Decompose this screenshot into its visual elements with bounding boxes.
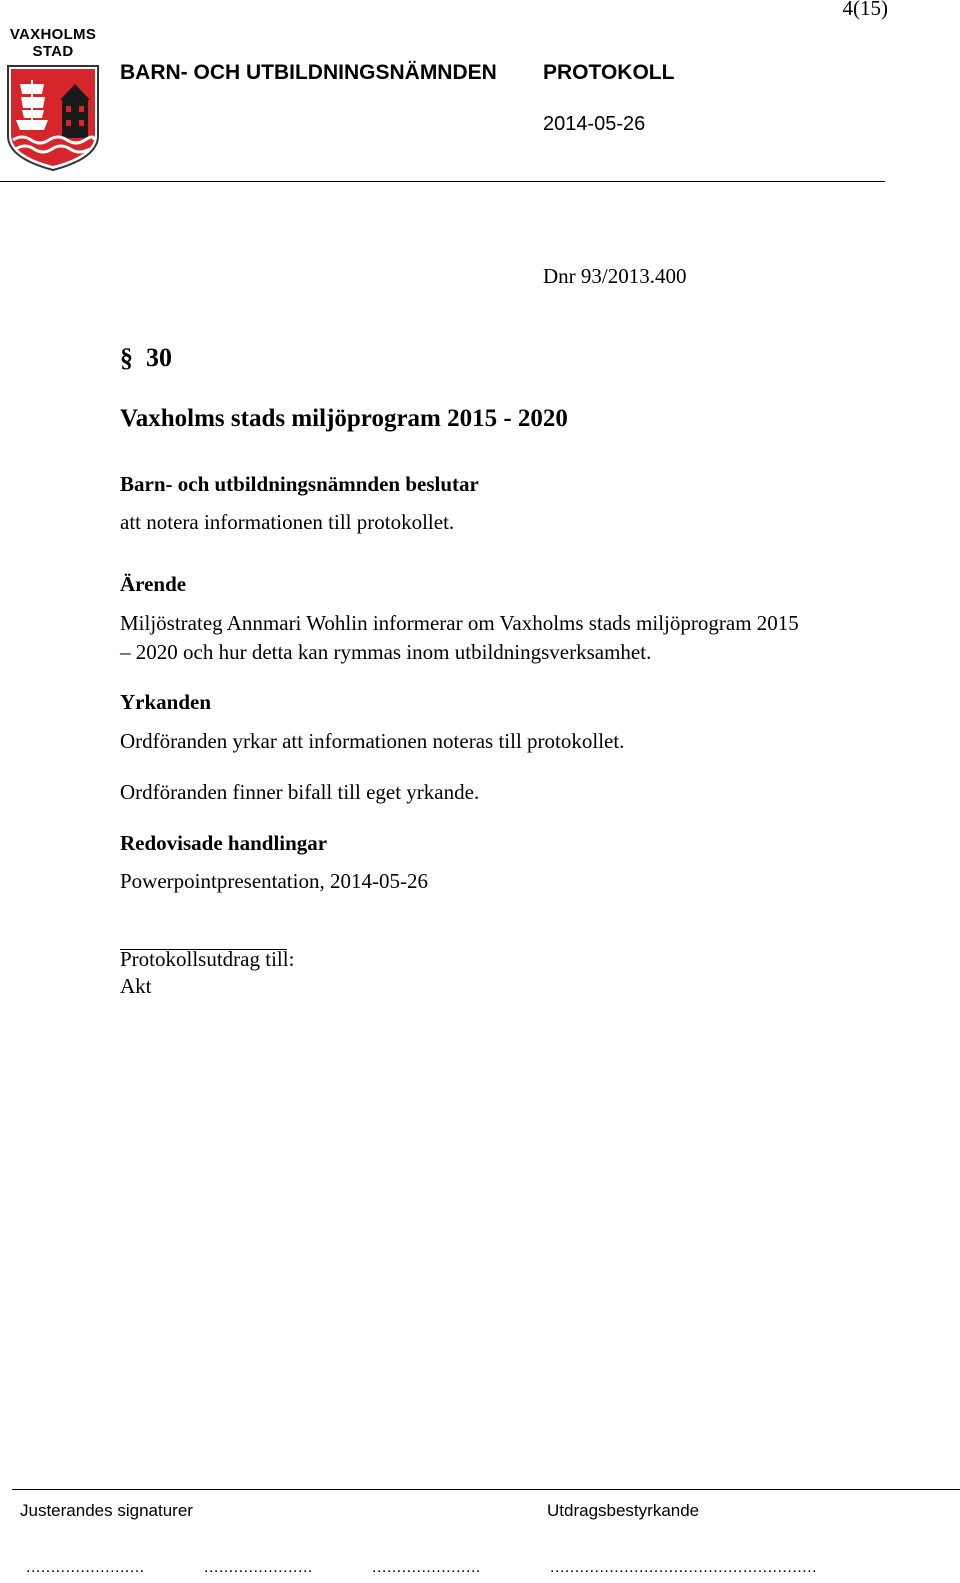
signature-dots-1: ........................ [26,1559,145,1576]
header-divider [0,181,885,182]
yrkanden-text-1: Ordföranden yrkar att informationen noteras till protokollet. [120,729,625,753]
justerandes-signaturer-label: Justerandes signaturer [20,1501,193,1520]
utdragsbestyrkande-label: Utdragsbestyrkande [547,1501,700,1520]
document-type: PROTOKOLL [543,61,675,84]
logo-text-line1: VAXHOLMS [9,26,97,43]
page-number: 4(15) [842,0,888,20]
yrkanden-text-2: Ordföranden finner bifall till eget yrkande. [120,780,480,804]
protokollsutdrag-label: Protokollsutdrag till: [120,947,295,971]
signature-dots-3: ...................... [372,1559,481,1576]
protokollsutdrag-recipient: Akt [120,974,152,998]
arende-heading: Ärende [120,572,187,596]
arende-text-line2: – 2020 och hur detta kan rymmas inom utbildningsverksamhet. [120,640,652,664]
yrkanden-heading: Yrkanden [120,690,212,714]
signature-dots-2: ...................... [204,1559,313,1576]
decision-heading: Barn- och utbildningsnämnden beslutar [120,472,479,496]
signature-dots-4: ...................................................... [550,1559,818,1576]
vaxholm-coat-of-arms-logo [4,28,102,174]
footer-divider [12,1489,960,1490]
paragraph-number [120,343,172,373]
diary-number: Dnr 93/2013.400 [543,264,687,288]
section-number: 30 [146,343,172,372]
organization-name: BARN- OCH UTBILDNINGSNÄMNDEN [120,61,497,84]
decision-text: att notera informationen till protokollet. [120,510,455,534]
handlingar-heading: Redovisade handlingar [120,831,328,855]
arende-text-line1: Miljöstrateg Annmari Wohlin informerar om Vaxholms stads miljöprogram 2015 [120,611,799,635]
handlingar-text: Powerpointpresentation, 2014-05-26 [120,869,428,893]
document-title: Vaxholms stads miljöprogram 2015 - 2020 [120,405,568,432]
meeting-date: 2014-05-26 [543,113,646,135]
logo-text-line2: STAD [32,43,74,60]
section-symbol: § [120,343,133,372]
